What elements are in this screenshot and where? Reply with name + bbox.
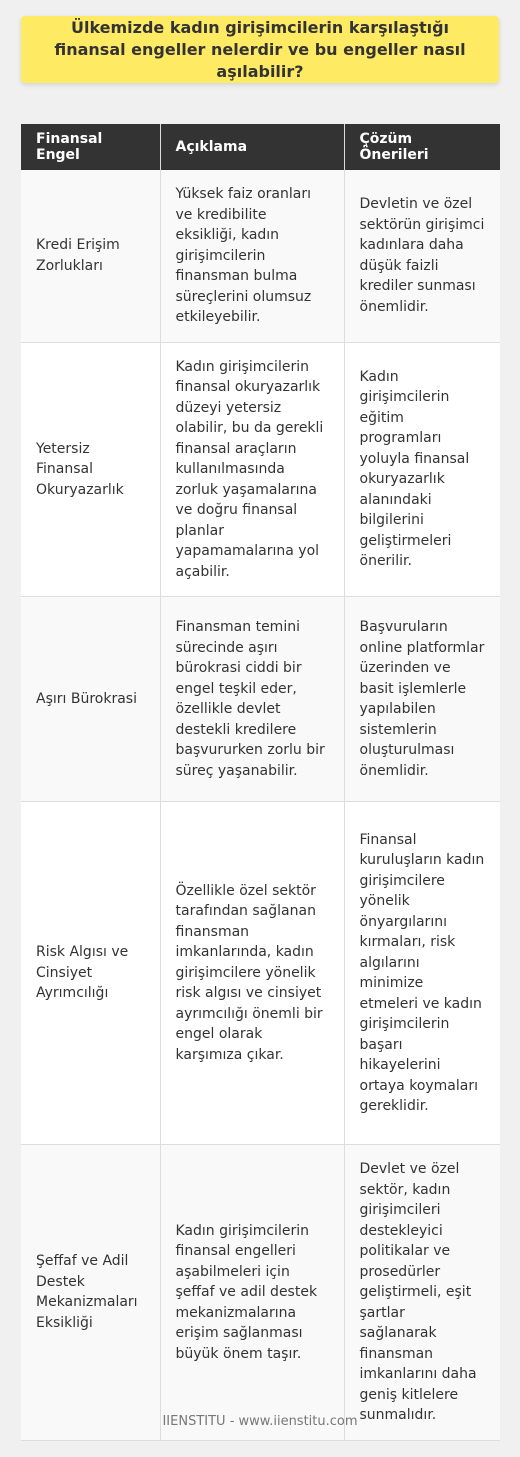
cell-engel: Kredi Erişim Zorlukları	[21, 170, 160, 342]
column-header-aciklama: Açıklama	[160, 124, 344, 170]
cell-aciklama: Özellikle özel sektör tarafından sağlanan finansman imkanlarında, kadın girişimcilere yönelik risk algısı ve cinsiyet ayrımcılığı önemli bir engel olarak karşımıza çıkar.	[160, 802, 344, 1145]
page-title: Ülkemizde kadın girişimcilerin karşılaştığı finansal engeller nelerdir ve bu engeller nasıl aşılabilir?	[54, 17, 466, 81]
finance-barriers-table	[21, 124, 500, 1441]
cell-cozum: Devlet ve özel sektör, kadın girişimcileri destekleyici politikalar ve prosedürler geliştirmeli, eşit şartlar sağlanarak finansman imkanlarını daha geniş kitlelere sunmalıdır.	[344, 1145, 500, 1441]
cell-aciklama: Kadın girişimcilerin finansal engelleri aşabilmeleri için şeffaf ve adil destek mekanizmalarına erişim sağlanması büyük önem taşır.	[160, 1145, 344, 1441]
cell-aciklama: Kadın girişimcilerin finansal okuryazarlık düzeyi yetersiz olabilir, bu da gerekli finansal araçların kullanılmasında zorluk yaşamalarına ve doğru finansal planlar yapamamalarına yol açabilir.	[160, 342, 344, 597]
table-row	[21, 802, 500, 1145]
title-banner	[21, 16, 499, 83]
column-header-cozum: Çözüm Önerileri	[344, 124, 500, 170]
cell-cozum: Devletin ve özel sektörün girişimci kadınlara daha düşük faizli krediler sunması önemlidir.	[344, 170, 500, 342]
footer-credit: IIENSTITU - www.iienstitu.com	[162, 1414, 358, 1429]
cell-engel: Yetersiz Finansal Okuryazarlık	[21, 342, 160, 597]
cell-engel: Risk Algısı ve Cinsiyet Ayrımcılığı	[21, 802, 160, 1145]
cell-cozum: Kadın girişimcilerin eğitim programları yoluyla finansal okuryazarlık alanındaki bilgilerini geliştirmeleri önerilir.	[344, 342, 500, 597]
table-row	[21, 597, 500, 802]
cell-aciklama: Finansman temini sürecinde aşırı bürokrasi ciddi bir engel teşkil eder, özellikle devlet destekli kredilere başvururken zorlu bir süreç yaşanabilir.	[160, 597, 344, 802]
table-row	[21, 1145, 500, 1441]
table-row	[21, 170, 500, 342]
cell-aciklama: Yüksek faiz oranları ve kredibilite eksikliği, kadın girişimcilerin finansman bulma süreçlerini olumsuz etkileyebilir.	[160, 170, 344, 342]
table-header-row	[21, 124, 500, 170]
cell-cozum: Başvuruların online platformlar üzerinden ve basit işlemlerle yapılabilen sistemlerin oluşturulması önemlidir.	[344, 597, 500, 802]
cell-engel: Aşırı Bürokrasi	[21, 597, 160, 802]
table-row	[21, 342, 500, 597]
column-header-engel: Finansal Engel	[21, 124, 160, 170]
cell-engel: Şeffaf ve Adil Destek Mekanizmaları Eksikliği	[21, 1145, 160, 1441]
cell-cozum: Finansal kuruluşların kadın girişimcilere yönelik önyargılarını kırmaları, risk algılarını minimize etmeleri ve kadın girişimcilerin başarı hikayelerini ortaya koymaları gereklidir.	[344, 802, 500, 1145]
